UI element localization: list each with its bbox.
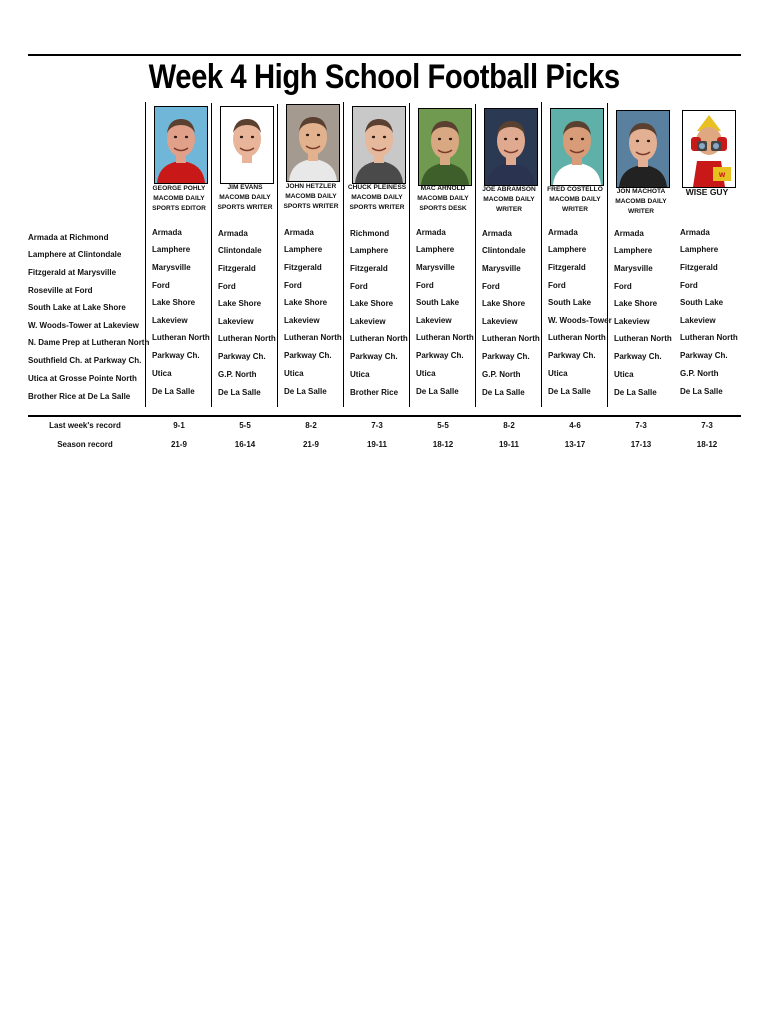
pick-cell: Armada xyxy=(416,228,446,237)
pick-cell: G.P. North xyxy=(218,370,257,379)
pick-cell: Lake Shore xyxy=(152,298,196,307)
pick-cell: Lakeview xyxy=(350,317,386,326)
bottom-rule xyxy=(28,415,741,417)
picker-column xyxy=(278,0,344,460)
caption-line: JON MACHOTA xyxy=(616,188,666,195)
caption-line: MACOMB DAILY xyxy=(615,198,667,205)
caption-line: MACOMB DAILY xyxy=(417,195,469,202)
pick-cell: Lutheran North xyxy=(548,333,606,342)
season-record: 18-12 xyxy=(696,440,718,449)
caption-line: GEORGE POHLY xyxy=(152,185,206,192)
pick-cell: Fitzgerald xyxy=(548,263,586,272)
caption-line: WRITER xyxy=(495,206,522,213)
pick-cell: Ford xyxy=(680,281,698,290)
caption-line: FRED COSTELLO xyxy=(547,186,603,193)
last-week-record: 4-6 xyxy=(569,421,581,430)
pick-cell: Lamphere xyxy=(350,246,389,255)
pick-cell: Clintondale xyxy=(218,246,262,255)
caption-line: SPORTS WRITER xyxy=(349,204,405,211)
pick-cell: Lutheran North xyxy=(416,333,474,342)
pick-cell: Richmond xyxy=(350,229,390,238)
pick-cell: Ford xyxy=(416,281,434,290)
season-record: 16-14 xyxy=(234,440,256,449)
pick-cell: Marysville xyxy=(482,264,521,273)
pick-cell: Ford xyxy=(350,282,368,291)
pick-cell: Parkway Ch. xyxy=(614,352,662,361)
caption-line: MACOMB DAILY xyxy=(549,196,601,203)
pick-cell: Lakeview xyxy=(482,317,518,326)
season-record: 18-12 xyxy=(432,440,454,449)
season-record: 21-9 xyxy=(170,440,187,449)
headshot-photo xyxy=(616,110,670,188)
last-week-record: 7-3 xyxy=(371,421,383,430)
pick-cell: Lamphere xyxy=(284,245,323,254)
picker-column xyxy=(410,0,476,460)
pick-cell: Marysville xyxy=(152,263,191,272)
pick-cell: Armada xyxy=(284,228,314,237)
last-week-record: 7-3 xyxy=(701,421,713,430)
headshot-photo xyxy=(286,104,340,182)
pick-cell: Lamphere xyxy=(416,245,455,254)
caption-line: MACOMB DAILY xyxy=(153,195,205,202)
picker-column xyxy=(542,0,612,460)
pick-cell: Lutheran North xyxy=(614,334,672,343)
picker-caption xyxy=(674,187,740,197)
pick-cell: Armada xyxy=(548,228,578,237)
pick-cell: Lake Shore xyxy=(284,298,328,307)
caption-line: MACOMB DAILY xyxy=(483,196,535,203)
mascot-illustration xyxy=(682,110,736,188)
caption-line: WRITER xyxy=(627,208,654,215)
pick-cell: Utica xyxy=(548,369,568,378)
last-week-record: 5-5 xyxy=(437,421,449,430)
pick-cell: Lamphere xyxy=(548,245,587,254)
pick-cell: De La Salle xyxy=(218,388,261,397)
headshot-photo xyxy=(550,108,604,186)
pick-cell: Armada xyxy=(614,229,644,238)
pick-cell: Lakeview xyxy=(680,316,716,325)
picker-caption xyxy=(608,187,674,217)
pick-cell: Parkway Ch. xyxy=(284,351,332,360)
pick-cell: Marysville xyxy=(416,263,455,272)
caption-line: CHUCK PLEINESS xyxy=(347,184,407,191)
pick-cell: Parkway Ch. xyxy=(548,351,596,360)
pick-cell: De La Salle xyxy=(482,388,525,397)
pick-cell: Lutheran North xyxy=(152,333,210,342)
season-record: 19-11 xyxy=(366,440,388,449)
picker-caption xyxy=(278,182,344,212)
pick-cell: Utica xyxy=(614,370,634,379)
pick-cell: Utica xyxy=(350,370,370,379)
pick-cell: Fitzgerald xyxy=(284,263,322,272)
caption-line: MACOMB DAILY xyxy=(351,194,403,201)
pick-cell: Armada xyxy=(680,228,710,237)
pick-cell: Parkway Ch. xyxy=(482,352,530,361)
pick-cell: Lakeview xyxy=(416,316,452,325)
pick-cell: Lake Shore xyxy=(482,299,526,308)
pick-cell: Lake Shore xyxy=(350,299,394,308)
headshot-photo xyxy=(154,106,208,184)
pick-cell: Marysville xyxy=(614,264,653,273)
pick-cell: Lamphere xyxy=(680,245,719,254)
caption-line: SPORTS WRITER xyxy=(217,204,273,211)
picker-column xyxy=(146,0,212,460)
picker-caption xyxy=(212,183,278,213)
pick-cell: Lakeview xyxy=(218,317,254,326)
season-record: 21-9 xyxy=(302,440,319,449)
last-week-record: 7-3 xyxy=(635,421,647,430)
pick-cell: G.P. North xyxy=(680,369,719,378)
pick-cell: Armada xyxy=(482,229,512,238)
pick-cell: Utica xyxy=(152,369,172,378)
picker-caption xyxy=(410,184,476,214)
pick-cell: Armada xyxy=(218,229,248,238)
last-week-record: 5-5 xyxy=(239,421,251,430)
pick-cell: Parkway Ch. xyxy=(152,351,200,360)
caption-line: SPORTS WRITER xyxy=(283,203,339,210)
caption-line: JOHN HETZLER xyxy=(285,183,337,190)
pick-cell: Fitzgerald xyxy=(350,264,388,273)
game-label: South Lake at Lake Shore xyxy=(28,303,126,312)
picker-caption xyxy=(344,183,410,213)
picker-caption xyxy=(146,184,212,214)
picker-column xyxy=(212,0,278,460)
pick-cell: Brother Rice xyxy=(350,388,399,397)
pick-cell: Utica xyxy=(284,369,304,378)
pick-cell: De La Salle xyxy=(614,388,657,397)
picker-column xyxy=(674,0,740,460)
pick-cell: Lutheran North xyxy=(284,333,342,342)
pick-cell: Ford xyxy=(482,282,500,291)
headshot-photo xyxy=(220,106,274,184)
pick-cell: De La Salle xyxy=(680,387,723,396)
pick-cell: Lutheran North xyxy=(680,333,738,342)
pick-cell: De La Salle xyxy=(548,387,591,396)
game-label: Roseville at Ford xyxy=(28,286,93,295)
pick-cell: Ford xyxy=(548,281,566,290)
game-label: Southfield Ch. at Parkway Ch. xyxy=(28,356,142,365)
picker-column xyxy=(476,0,542,460)
headshot-photo xyxy=(352,106,406,184)
caption-line: JIM EVANS xyxy=(227,184,263,191)
game-label: N. Dame Prep at Lutheran North xyxy=(28,338,150,347)
picker-caption xyxy=(542,185,608,215)
pick-cell: De La Salle xyxy=(416,387,459,396)
pick-cell: Lamphere xyxy=(152,245,191,254)
pick-cell: Lake Shore xyxy=(218,299,262,308)
pick-cell: South Lake xyxy=(416,298,460,307)
caption-line: JOE ABRAMSON xyxy=(482,186,536,193)
season-record: 17-13 xyxy=(630,440,652,449)
picker-column xyxy=(608,0,674,460)
caption-line: SPORTS EDITOR xyxy=(152,205,206,212)
pick-cell: Parkway Ch. xyxy=(680,351,728,360)
season-label: Season record xyxy=(57,440,113,449)
caption-line: MACOMB DAILY xyxy=(219,194,271,201)
caption-line: WISE GUY xyxy=(685,187,729,197)
pick-cell: Lamphere xyxy=(614,246,653,255)
pick-cell: Lutheran North xyxy=(350,334,408,343)
page-title: Week 4 High School Football Picks xyxy=(148,58,620,96)
pick-cell: Fitzgerald xyxy=(218,264,256,273)
pick-cell: Parkway Ch. xyxy=(350,352,398,361)
pick-cell: W. Woods-Tower xyxy=(548,316,612,325)
season-record: 13-17 xyxy=(564,440,586,449)
pick-cell: G.P. North xyxy=(482,370,521,379)
svg-text:W: W xyxy=(718,172,726,179)
pick-cell: Lakeview xyxy=(152,316,188,325)
pick-cell: Parkway Ch. xyxy=(218,352,266,361)
pick-cell: Lutheran North xyxy=(218,334,276,343)
pick-cell: Clintondale xyxy=(482,246,526,255)
pick-cell: Lakeview xyxy=(284,316,320,325)
game-label: Armada at Richmond xyxy=(28,233,109,242)
game-label: Lamphere at Clintondale xyxy=(28,250,122,259)
pick-cell: South Lake xyxy=(548,298,592,307)
pick-cell: Fitzgerald xyxy=(680,263,718,272)
pick-cell: Ford xyxy=(284,281,302,290)
pick-cell: Lake Shore xyxy=(614,299,658,308)
pick-cell: Parkway Ch. xyxy=(416,351,464,360)
pick-cell: Utica xyxy=(416,369,436,378)
pick-cell: Armada xyxy=(152,228,182,237)
caption-line: MACOMB DAILY xyxy=(285,193,337,200)
pick-cell: Lakeview xyxy=(614,317,650,326)
last-week-record: 8-2 xyxy=(305,421,317,430)
last-week-record: 9-1 xyxy=(173,421,185,430)
game-label: Fitzgerald at Marysville xyxy=(28,268,117,277)
caption-line: WRITER xyxy=(561,206,588,213)
season-record: 19-11 xyxy=(498,440,520,449)
pick-cell: De La Salle xyxy=(152,387,195,396)
pick-cell: South Lake xyxy=(680,298,724,307)
caption-line: MAC ARNOLD xyxy=(420,185,466,192)
pick-cell: Ford xyxy=(218,282,236,291)
game-label: W. Woods-Tower at Lakeview xyxy=(28,321,139,330)
last-week-record: 8-2 xyxy=(503,421,515,430)
caption-line: SPORTS DESK xyxy=(419,205,467,212)
headshot-photo xyxy=(484,108,538,186)
game-label: Brother Rice at De La Salle xyxy=(28,392,131,401)
pick-cell: Lutheran North xyxy=(482,334,540,343)
pick-cell: De La Salle xyxy=(284,387,327,396)
headshot-photo xyxy=(418,108,472,186)
picker-column xyxy=(344,0,410,460)
last-week-label: Last week's record xyxy=(49,421,121,430)
pick-cell: Ford xyxy=(614,282,632,291)
pick-cell: Ford xyxy=(152,281,170,290)
picker-caption xyxy=(476,185,542,215)
game-label: Utica at Grosse Pointe North xyxy=(28,374,137,383)
